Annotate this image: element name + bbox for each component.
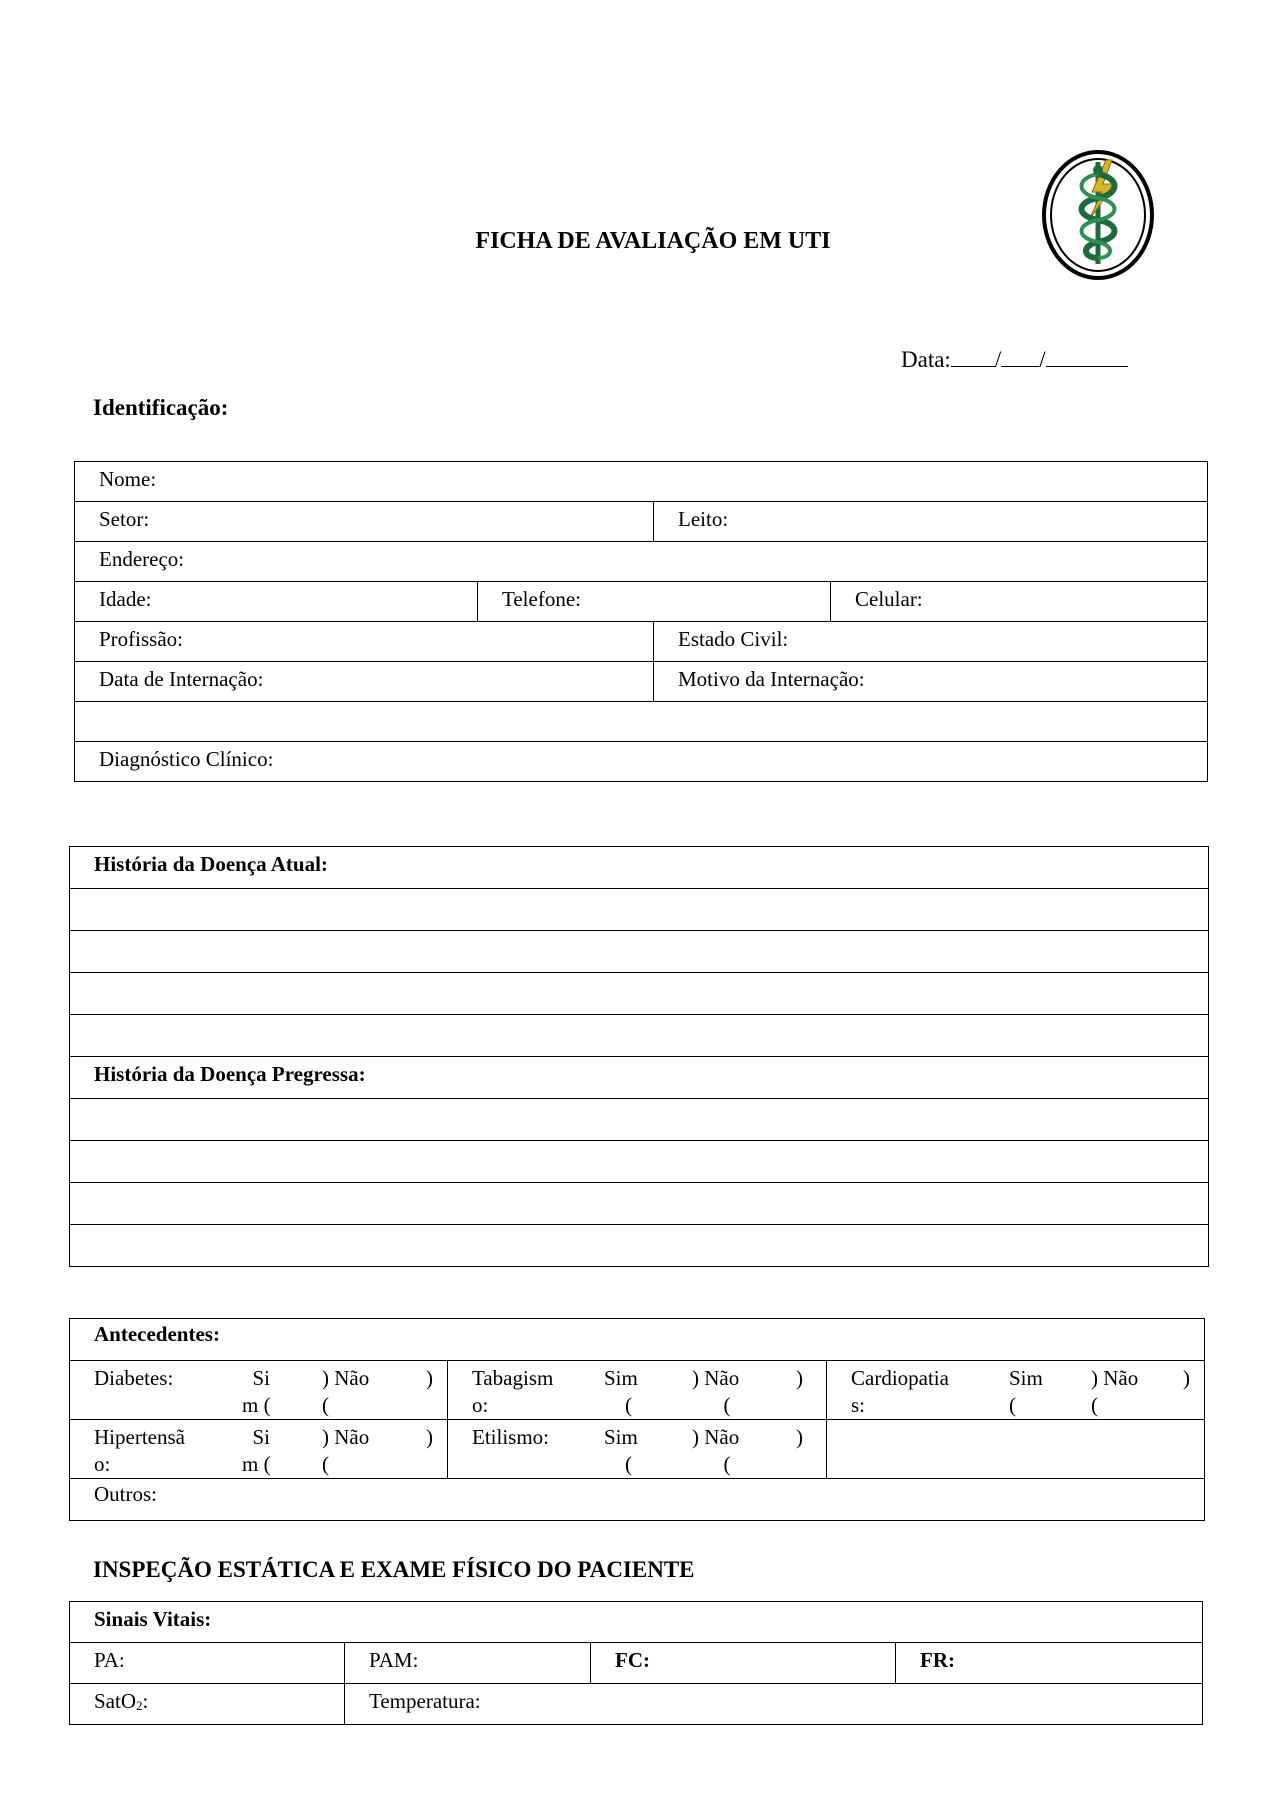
temperatura-field[interactable]: Temperatura: [345, 1684, 1203, 1725]
close-paren: ) [426, 1366, 433, 1390]
sim-option-cont: m ( [242, 1452, 271, 1476]
date-year-blank[interactable] [1046, 346, 1128, 367]
setor-field[interactable]: Setor: [75, 502, 654, 542]
open-paren: ( [322, 1393, 329, 1417]
historia-atual-heading: História da Doença Atual: [70, 847, 1209, 889]
cardiopatias-label: Cardiopatia s: [851, 1366, 949, 1417]
sinais-vitais-heading: Sinais Vitais: [70, 1602, 1203, 1643]
form-title: FICHA DE AVALIAÇÃO EM UTI [475, 228, 831, 254]
cardiopatias-cell[interactable] [827, 1361, 1205, 1420]
date-month-blank[interactable] [1001, 346, 1039, 367]
pam-field[interactable]: PAM: [345, 1643, 591, 1684]
diabetes-label: Diabetes: [94, 1366, 174, 1390]
historia-pregressa-line[interactable] [70, 1225, 1209, 1267]
leito-field[interactable]: Leito: [654, 502, 1208, 542]
sim-option[interactable]: Sim [1009, 1366, 1043, 1390]
idade-field[interactable]: Idade: [75, 582, 478, 622]
open-paren: ( [625, 1452, 632, 1476]
close-paren: ) [796, 1425, 803, 1449]
estado-civil-field[interactable]: Estado Civil: [654, 622, 1208, 662]
empty-cell [827, 1420, 1205, 1479]
date-day-blank[interactable] [951, 346, 995, 367]
historia-atual-line[interactable] [70, 1015, 1209, 1057]
identificacao-table [74, 461, 1208, 782]
nao-option[interactable]: ) Não [322, 1425, 370, 1449]
data-internacao-field[interactable]: Data de Internação: [75, 662, 654, 702]
antecedentes-table [69, 1318, 1205, 1521]
open-paren: ( [723, 1393, 731, 1417]
close-paren: ) [1183, 1366, 1190, 1390]
sim-option[interactable]: Sim [604, 1425, 638, 1449]
nao-option[interactable]: ) Não [692, 1425, 740, 1449]
open-paren: ( [1091, 1393, 1098, 1417]
close-paren: ) [426, 1425, 433, 1449]
sim-option[interactable]: Si [252, 1425, 271, 1449]
open-paren: ( [322, 1452, 329, 1476]
identificacao-heading: Identificação: [93, 395, 229, 420]
motivo-internacao-field[interactable]: Motivo da Internação: [654, 662, 1208, 702]
open-paren: ( [723, 1452, 731, 1476]
hipertensao-cell[interactable] [70, 1420, 448, 1479]
date-field[interactable] [901, 346, 1128, 373]
historia-pregressa-line[interactable] [70, 1183, 1209, 1225]
sato2-field[interactable]: SatO$_2$: [70, 1684, 345, 1725]
nao-option[interactable]: ) Não [692, 1366, 740, 1390]
close-paren: ) [796, 1366, 803, 1390]
fc-field[interactable]: FC: [591, 1643, 896, 1684]
outros-field[interactable]: Outros: [70, 1479, 1205, 1521]
endereco-field[interactable]: Endereço: [75, 542, 1208, 582]
sim-option[interactable]: Si [252, 1366, 271, 1390]
historia-pregressa-heading: História da Doença Pregressa: [70, 1057, 1209, 1099]
nao-option[interactable]: ) Não [1091, 1366, 1139, 1390]
historia-pregressa-line[interactable] [70, 1141, 1209, 1183]
tabagismo-cell[interactable] [448, 1361, 827, 1420]
fr-field[interactable]: FR: [896, 1643, 1203, 1684]
pa-field[interactable]: PA: [70, 1643, 345, 1684]
date-label: Data: [901, 347, 951, 372]
diabetes-cell[interactable] [70, 1361, 448, 1420]
nome-field[interactable]: Nome: [75, 462, 1208, 502]
historia-atual-line[interactable] [70, 973, 1209, 1015]
open-paren: ( [1009, 1393, 1016, 1417]
blank-row[interactable] [75, 702, 1208, 742]
tabagismo-label: Tabagism o: [472, 1366, 554, 1417]
telefone-field[interactable]: Telefone: [478, 582, 831, 622]
diagnostico-field[interactable]: Diagnóstico Clínico: [75, 742, 1208, 782]
sim-option[interactable]: Sim [604, 1366, 638, 1390]
open-paren: ( [625, 1393, 632, 1417]
date-separator: / [994, 347, 1002, 372]
historia-atual-line[interactable] [70, 931, 1209, 973]
hipertensao-label: Hipertensã o: [94, 1425, 185, 1476]
historia-pregressa-line[interactable] [70, 1099, 1209, 1141]
exame-heading: INSPEÇÃO ESTÁTICA E EXAME FÍSICO DO PACIENTE [93, 1557, 695, 1582]
etilismo-cell[interactable] [448, 1420, 827, 1479]
historia-table [69, 846, 1209, 1267]
celular-field[interactable]: Celular: [831, 582, 1208, 622]
etilismo-label: Etilismo: [472, 1425, 550, 1449]
sim-option-cont: m ( [242, 1393, 271, 1417]
sinais-vitais-table [69, 1601, 1203, 1725]
nao-option[interactable]: ) Não [322, 1366, 370, 1390]
caduceus-seal-icon [1040, 148, 1156, 282]
profissao-field[interactable]: Profissão: [75, 622, 654, 662]
historia-atual-line[interactable] [70, 889, 1209, 931]
date-separator: / [1039, 347, 1046, 372]
antecedentes-heading: Antecedentes: [70, 1319, 1205, 1361]
